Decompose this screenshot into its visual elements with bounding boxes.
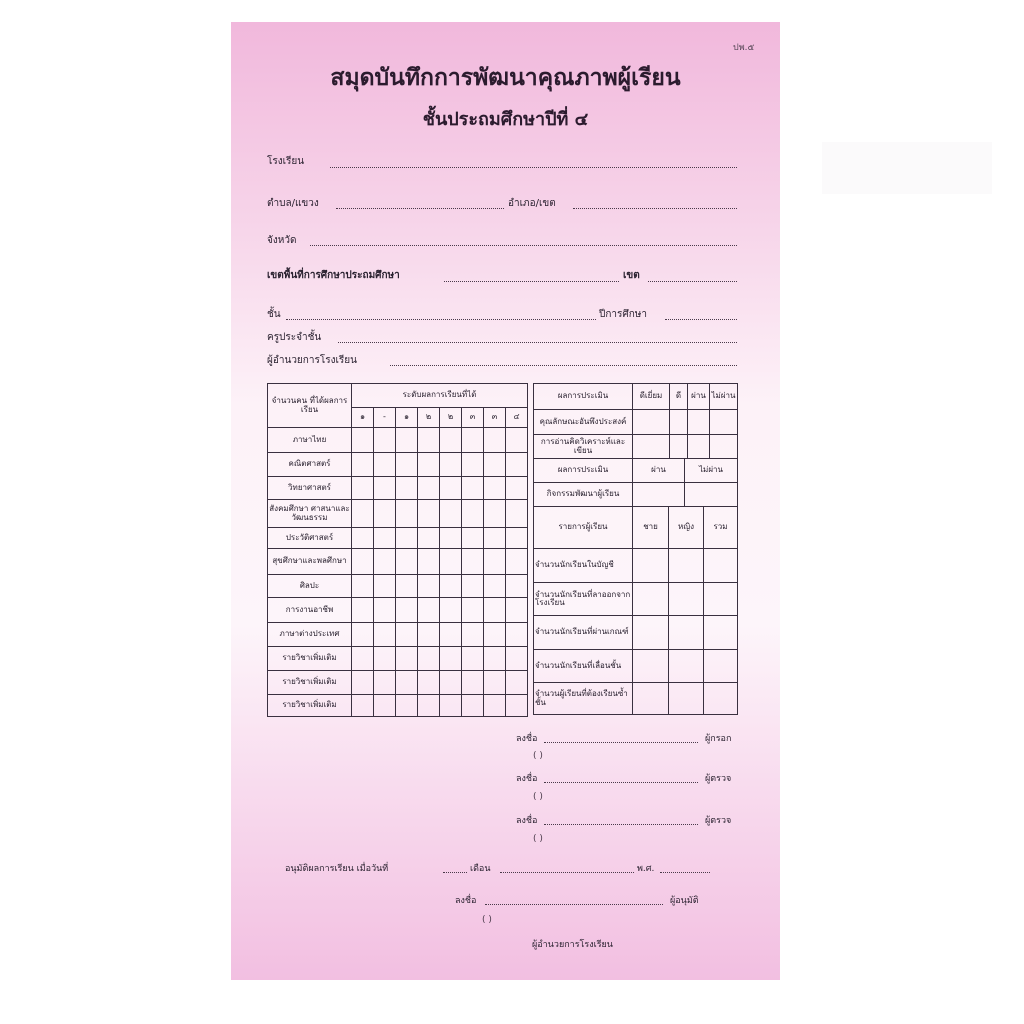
stat-row: จำนวนนักเรียนที่ผ่านเกณฑ์ (534, 616, 633, 650)
director-label: ผู้อำนวยการโรงเรียน (267, 355, 357, 366)
subject-name: รายวิชาเพิ่มเติม (268, 695, 352, 717)
name-parenthesis: ( ) (482, 915, 492, 925)
table-row (534, 410, 738, 435)
gender-female: หญิง (669, 507, 704, 549)
table-row (268, 647, 528, 671)
sign-line (544, 824, 698, 825)
table-row (268, 453, 528, 477)
school-line (330, 167, 737, 168)
table-row (268, 623, 528, 647)
subject-name: คณิตศาสตร์ (268, 453, 352, 477)
student-stats-table (533, 506, 738, 715)
table-row (534, 616, 738, 650)
homeroom-teacher-line (338, 342, 737, 343)
level-fail: ไม่ผ่าน (710, 384, 738, 410)
role-label: ผู้ตรวจ (705, 774, 732, 784)
grade-levels-header: ระดับผลการเรียนที่ได้ (352, 384, 528, 408)
table-row (534, 435, 738, 459)
sign-label: ลงชื่อ (516, 734, 538, 744)
role-label: ผู้ตรวจ (705, 816, 732, 826)
eval-label: ผลการประเมิน (534, 384, 633, 410)
subject-name: ศิลปะ (268, 575, 352, 598)
sign-line (544, 782, 698, 783)
pass-fail-table (533, 458, 738, 507)
eval-row: คุณลักษณะอันพึงประสงค์ (534, 410, 633, 435)
stat-row: จำนวนนักเรียนที่เลื่อนชั้น (534, 650, 633, 683)
area-no-line (648, 281, 737, 282)
table-row (268, 477, 528, 500)
document-code: ปพ.๕ (733, 43, 755, 53)
grade-col-header: ๓ (484, 408, 506, 428)
province-line (310, 245, 737, 246)
evaluation-table (533, 383, 738, 459)
subject-header: จำนวนคน ที่ได้ผลการเรียน (268, 384, 352, 428)
level-good: ดี (670, 384, 688, 410)
director-signature-label: ผู้อำนวยการโรงเรียน (532, 940, 613, 950)
level-pass: ผ่าน (688, 384, 710, 410)
fail-header: ไม่ผ่าน (685, 459, 738, 483)
grade-col-header: ๑ (396, 408, 418, 428)
district-label: อำเภอ/เขต (508, 198, 556, 209)
approver-label: ผู้อนุมัติ (670, 896, 699, 906)
table-row (534, 650, 738, 683)
director-line (390, 365, 737, 366)
grade-col-header: ๒ (440, 408, 462, 428)
district-line (573, 208, 737, 209)
homeroom-teacher-label: ครูประจำชั้น (267, 332, 322, 343)
academic-year-line (665, 319, 737, 320)
activity-row: กิจกรรมพัฒนาผู้เรียน (534, 483, 633, 507)
table-row (268, 428, 528, 453)
subject-name: สุขศึกษาและพลศึกษา (268, 549, 352, 575)
year-line (660, 872, 710, 873)
stat-row: จำนวนนักเรียนในบัญชี (534, 549, 633, 583)
edu-area-label: เขตพื้นที่การศึกษาประถมศึกษา (267, 270, 400, 281)
subject-name: ภาษาไทย (268, 428, 352, 453)
sign-label: ลงชื่อ (516, 774, 538, 784)
gender-total: รวม (704, 507, 738, 549)
student-header: รายการผู้เรียน (534, 507, 633, 549)
year-label: พ.ศ. (637, 864, 655, 874)
grade-col-header: ๒ (418, 408, 440, 428)
month-line (500, 872, 634, 873)
province-label: จังหวัด (267, 235, 297, 246)
table-row (534, 549, 738, 583)
month-label: เดือน (470, 864, 491, 874)
table-row (268, 598, 528, 623)
gender-male: ชาย (633, 507, 669, 549)
area-no-label: เขต (623, 270, 640, 281)
background-patch (822, 142, 992, 194)
name-parenthesis: ( ) (533, 751, 543, 761)
subject-name: การงานอาชีพ (268, 598, 352, 623)
eval-row: การอ่านคิดวิเคราะห์และเขียน (534, 435, 633, 459)
academic-year-label: ปีการศึกษา (599, 309, 647, 320)
edu-area-line (444, 281, 619, 282)
grade-table (267, 383, 528, 717)
grade-col-header: ๑ (352, 408, 374, 428)
approver-sign-line (485, 904, 663, 905)
document-title: สมุดบันทึกการพัฒนาคุณภาพผู้เรียน (330, 64, 681, 91)
grade-col-header: - (374, 408, 396, 428)
approval-date-label: อนุมัติผลการเรียน เมื่อวันที่ (285, 864, 389, 874)
stat-row: จำนวนผู้เรียนที่ต้องเรียนซ้ำชั้น (534, 683, 633, 715)
sign-label: ลงชื่อ (516, 816, 538, 826)
table-row (268, 549, 528, 575)
subject-name: รายวิชาเพิ่มเติม (268, 671, 352, 695)
subdistrict-label: ตำบล/แขวง (267, 198, 319, 209)
grade-col-header: ๓ (462, 408, 484, 428)
name-parenthesis: ( ) (533, 834, 543, 844)
table-row (268, 500, 528, 528)
grade-col-header: ๔ (506, 408, 528, 428)
subject-name: สังคมศึกษา ศาสนาและวัฒนธรรม (268, 500, 352, 528)
pass-header: ผ่าน (633, 459, 685, 483)
role-label: ผู้กรอก (705, 734, 732, 744)
name-parenthesis: ( ) (533, 792, 543, 802)
table-row (534, 483, 738, 507)
grade-line (286, 319, 596, 320)
table-row (268, 671, 528, 695)
sign-line (544, 742, 698, 743)
table-row (268, 695, 528, 717)
subject-name: วิทยาศาสตร์ (268, 477, 352, 500)
subject-name: ภาษาต่างประเทศ (268, 623, 352, 647)
grade-label: ชั้น (267, 309, 281, 320)
subject-name: ประวัติศาสตร์ (268, 528, 352, 549)
table-row (534, 583, 738, 616)
date-line (443, 872, 467, 873)
level-excellent: ดีเยี่ยม (633, 384, 670, 410)
subdistrict-line (336, 208, 504, 209)
subject-name: รายวิชาเพิ่มเติม (268, 647, 352, 671)
table-row (534, 683, 738, 715)
eval-label-2: ผลการประเมิน (534, 459, 633, 483)
table-row (268, 528, 528, 549)
approver-sign-label: ลงชื่อ (455, 896, 477, 906)
school-label: โรงเรียน (267, 156, 305, 167)
table-row (268, 575, 528, 598)
document-subtitle: ชั้นประถมศึกษาปีที่ ๔ (422, 109, 589, 130)
stat-row: จำนวนนักเรียนที่ลาออกจากโรงเรียน (534, 583, 633, 616)
